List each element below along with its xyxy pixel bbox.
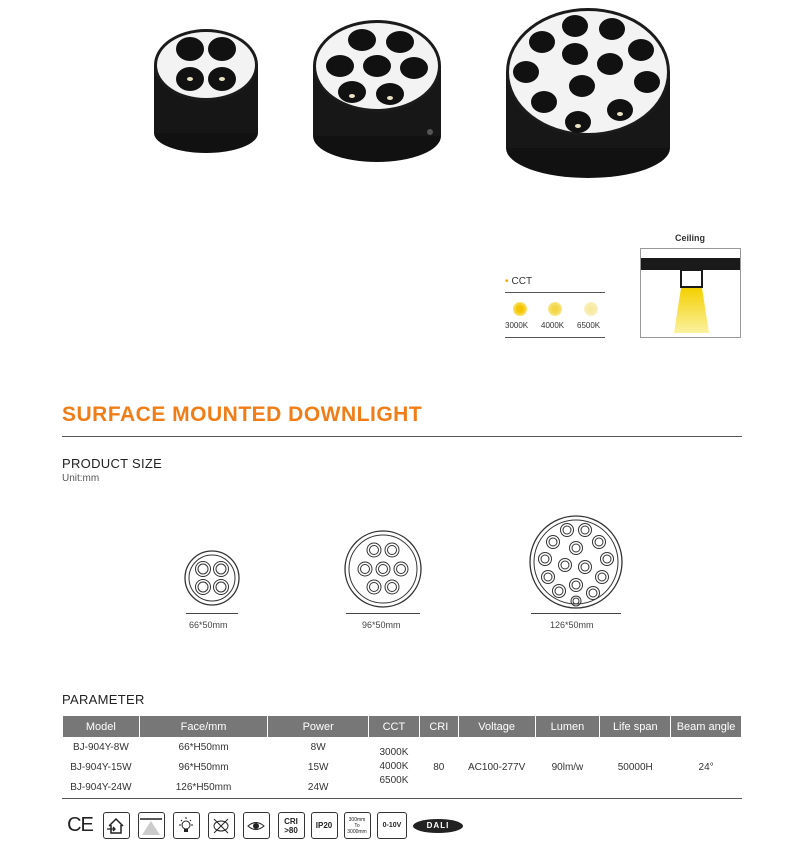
- cell-cri: 80: [433, 761, 445, 773]
- column-header: Life span: [600, 716, 670, 737]
- column-header: Face/mm: [140, 716, 268, 737]
- cri-label: CRI: [284, 816, 298, 826]
- cct-label-4000k: 4000K: [541, 321, 565, 330]
- table-row: [63, 737, 741, 757]
- cct-legend: [505, 276, 607, 340]
- table-divider: [62, 798, 742, 799]
- cri-icon: [277, 812, 305, 839]
- column-header: CRI: [420, 716, 458, 737]
- cct-swatch-4000k: [548, 302, 562, 316]
- cell-voltage: AC100-277V: [468, 761, 526, 773]
- cct-swatch-6500k: [584, 302, 598, 316]
- cct-value: 6500K: [379, 775, 409, 786]
- cell-life-span: 50000H: [617, 761, 653, 773]
- product-photo-large: [502, 4, 674, 180]
- range-to: To: [354, 822, 360, 829]
- ce-mark-text: CE: [67, 814, 93, 836]
- dimming-text: 0-10V: [382, 822, 402, 829]
- product-photo-medium: [310, 14, 444, 164]
- size-label-medium: 96*50mm: [362, 620, 401, 630]
- ip-rating-text: IP20: [315, 821, 333, 830]
- ceiling-installation-diagram: [640, 248, 741, 338]
- cell-power: 15W: [307, 761, 329, 773]
- range-bottom: 3000mm: [347, 828, 367, 835]
- cell-beam-angle: 24°: [698, 761, 714, 773]
- column-header: Beam angle: [671, 716, 741, 737]
- cct-value: 4000K: [379, 761, 409, 772]
- dali-icon: [412, 812, 464, 839]
- size-drawing-medium: [344, 530, 422, 608]
- cell-model: BJ-904Y-15W: [70, 761, 132, 773]
- cell-face: 126*H50mm: [175, 781, 232, 793]
- lamp-icon: [172, 812, 200, 839]
- product-size-heading: PRODUCT SIZE: [62, 456, 163, 471]
- table-header-row: [63, 716, 741, 737]
- size-label-large: 126*50mm: [550, 620, 594, 630]
- page-title: SURFACE MOUNTED DOWNLIGHT: [62, 403, 423, 426]
- column-header: Voltage: [459, 716, 535, 737]
- divider: [505, 292, 605, 293]
- cell-model: BJ-904Y-8W: [72, 741, 129, 753]
- size-drawing-small: [184, 550, 240, 606]
- column-header: Lumen: [536, 716, 600, 737]
- unit-label: Unit:mm: [62, 473, 100, 484]
- product-photo-small: [150, 25, 262, 157]
- install-range-icon: [343, 812, 371, 839]
- cct-value: 3000K: [379, 747, 409, 758]
- cell-power: 8W: [310, 741, 326, 753]
- dimension-line: [186, 613, 238, 614]
- size-label-small: 66*50mm: [189, 620, 228, 630]
- range-top: 300mm: [348, 816, 366, 823]
- cell-cct: [369, 737, 419, 797]
- ip-rating-icon: [310, 812, 338, 839]
- dali-text: DALI: [426, 821, 450, 830]
- dimension-line: [531, 613, 621, 614]
- no-uv-icon: [207, 812, 235, 839]
- column-header: Power: [268, 716, 368, 737]
- cct-label-3000k: 3000K: [505, 321, 529, 330]
- indoor-use-icon: [102, 812, 130, 839]
- cell-lumen: 90lm/w: [551, 761, 584, 773]
- column-header: CCT: [369, 716, 419, 737]
- ceiling-mount-icon: [137, 812, 165, 839]
- parameter-heading: PARAMETER: [62, 692, 145, 707]
- divider: [505, 337, 605, 338]
- cct-swatch-3000k: [513, 302, 527, 316]
- title-divider: [62, 436, 742, 437]
- cct-label-6500k: 6500K: [577, 321, 601, 330]
- dimming-icon: [377, 812, 407, 839]
- parameter-table: [62, 716, 742, 797]
- cct-title: • CCT: [505, 276, 533, 287]
- dimension-line: [346, 613, 420, 614]
- cri-value: >80: [284, 825, 298, 835]
- column-header: Model: [63, 716, 139, 737]
- cell-face: 96*H50mm: [178, 761, 229, 773]
- cell-power: 24W: [307, 781, 329, 793]
- size-drawing-large: [529, 515, 623, 609]
- cell-face: 66*H50mm: [178, 741, 229, 753]
- eye-protection-icon: [242, 812, 270, 839]
- cell-model: BJ-904Y-24W: [70, 781, 132, 793]
- ceiling-label: Ceiling: [675, 233, 706, 243]
- ce-mark-icon: [62, 812, 98, 839]
